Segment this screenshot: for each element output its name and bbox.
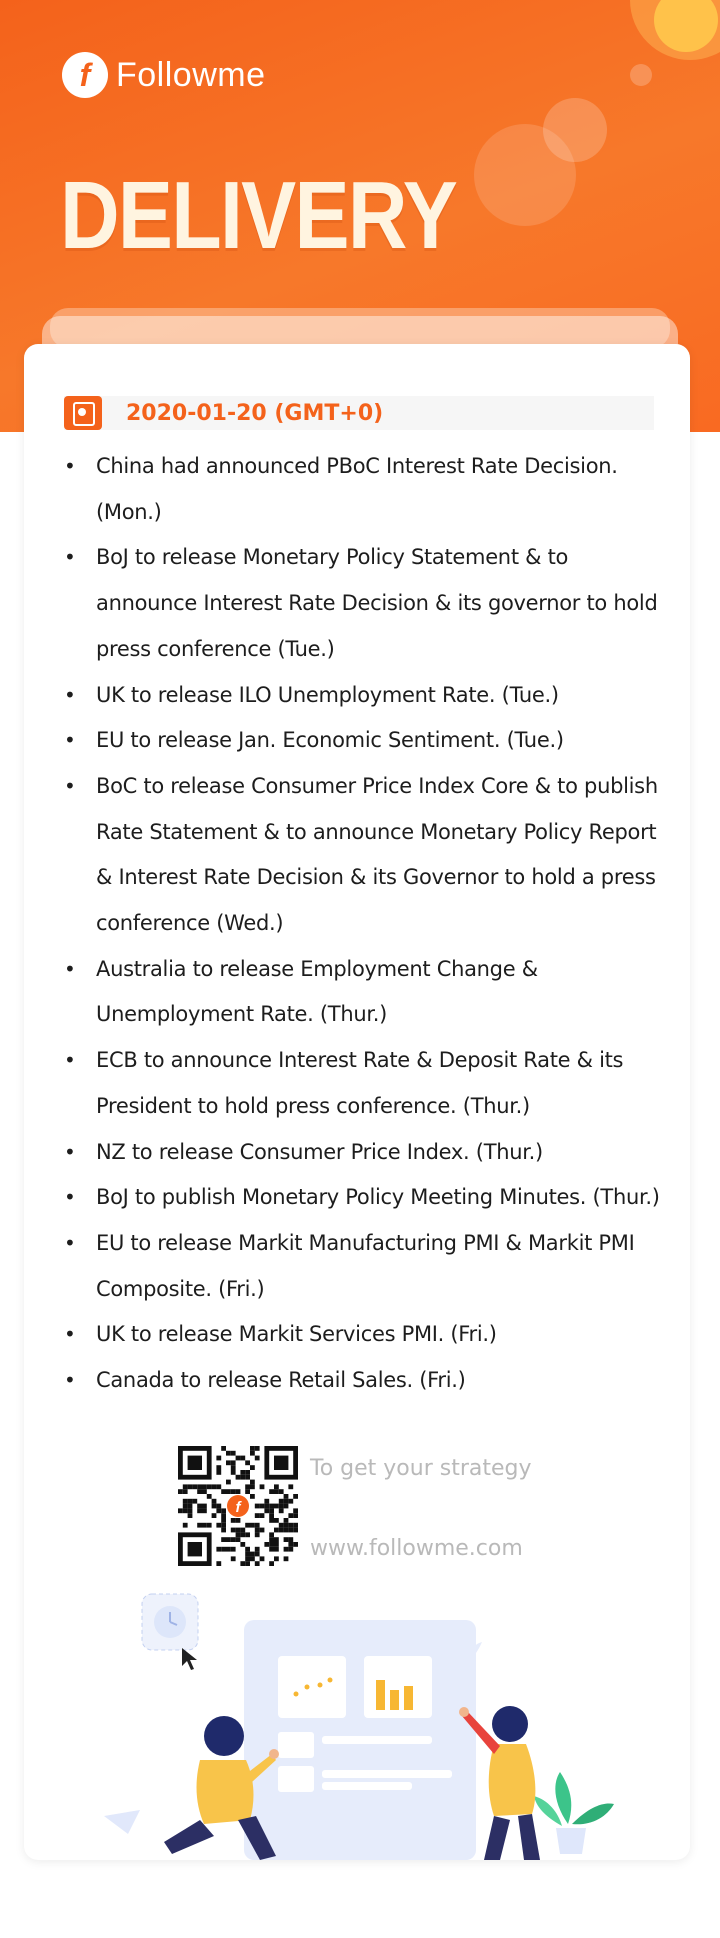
event-text: ECB to announce Interest Rate & Deposit Rate & its President to hold press conference. (Thur.) [96,1048,624,1118]
bullet-icon: • [64,545,76,570]
event-list [62,444,662,1404]
scatter-chart-icon [278,1656,346,1718]
page-title: DELIVERY [60,162,457,269]
event-text: EU to release Jan. Economic Sentiment. (Tue.) [96,728,564,753]
list-item [62,673,662,719]
bullet-icon: • [64,728,76,753]
svg-text:f: f [235,1499,241,1516]
date-label: 2020-01-20 (GMT+0) [126,400,384,426]
cursor-icon [182,1648,197,1670]
bubble-decoration [630,64,652,86]
list-item [62,1312,662,1358]
bullet-icon: • [64,454,76,478]
bullet-icon: • [64,682,76,707]
event-text: NZ to release Consumer Price Index. (Thur.) [96,1139,543,1164]
event-text: BoJ to release Monetary Policy Statement & to announce Interest Rate Decision & its governor to hold press conference (Tue.) [96,545,658,661]
bullet-icon: • [64,956,76,981]
event-text: EU to release Markit Manufacturing PMI & Markit PMI Composite. (Fri.) [96,1230,635,1301]
date-header [64,396,654,430]
event-text: BoC to release Consumer Price Index Core & to publish Rate Statement & to announce Monetary Policy Report & Interest Rate Decision & its Governor to hold a press conference (Wed.) [96,773,658,936]
event-text: Australia to release Employment Change & Unemployment Rate. (Thur.) [96,956,538,1027]
list-item [62,1038,662,1129]
list-item [62,444,662,535]
bullet-icon: • [64,1139,76,1164]
list-item [62,718,662,764]
qr-code[interactable] [178,1446,298,1566]
website-link[interactable]: www.followme.com [310,1536,523,1561]
bullet-icon: • [64,773,76,798]
bullet-icon: • [64,1185,76,1210]
brand-name: Followme [116,55,266,94]
followme-logo-icon: f [62,52,108,98]
list-item [62,1358,662,1404]
calendar-icon [64,396,102,430]
bullet-icon: • [64,1368,76,1393]
event-text: China had announced PBoC Interest Rate Decision. (Mon.) [96,454,618,524]
list-item [62,1221,662,1312]
list-item [62,947,662,1038]
person-icon [204,1716,244,1756]
list-item [62,764,662,947]
illustration [24,1584,690,1860]
list-item [62,1175,662,1221]
bullet-icon: • [64,1230,76,1255]
list-item [62,535,662,672]
followme-logo[interactable] [62,50,265,100]
event-text: BoJ to publish Monetary Policy Meeting Minutes. (Thur.) [96,1185,660,1210]
event-text: UK to release ILO Unemployment Rate. (Tue.) [96,682,559,707]
bullet-icon: • [64,1048,76,1073]
bullet-icon: • [64,1322,76,1347]
event-text: Canada to release Retail Sales. (Fri.) [96,1368,466,1393]
event-text: UK to release Markit Services PMI. (Fri.) [96,1322,497,1347]
bubble-decoration [474,124,576,226]
strategy-caption: To get your strategy [310,1456,532,1481]
sun-decoration [630,0,720,60]
content-card [24,344,690,1860]
list-item [62,1130,662,1176]
